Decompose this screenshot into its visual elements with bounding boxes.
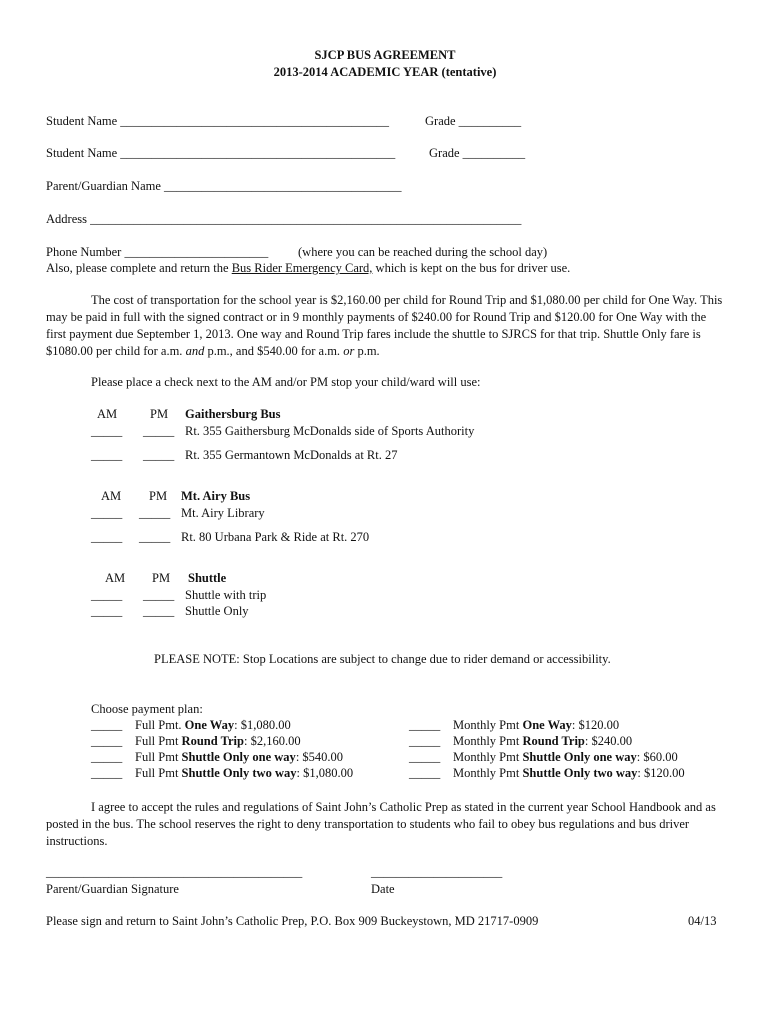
page-title: SJCP BUS AGREEMENT xyxy=(314,48,456,62)
emergency-card-note xyxy=(46,261,570,276)
emergency-text-before: Also, please complete and return the xyxy=(46,261,232,275)
full-payment-option-post: : $540.00 xyxy=(295,750,344,764)
full-payment-check-3[interactable]: _____ xyxy=(91,750,123,764)
monthly-payment-option-bold: Round Trip xyxy=(522,734,585,748)
route-shuttle-title: Shuttle xyxy=(188,571,227,585)
date-label: Date xyxy=(371,882,395,896)
parent-guardian-name-field[interactable]: Parent/Guardian Name ______________________________________ xyxy=(46,179,402,193)
monthly-payment-option-pre: Monthly Pmt xyxy=(453,734,523,748)
full-payment-option-pre: Full Pmt. xyxy=(135,718,185,732)
full-payment-option-2 xyxy=(135,734,301,749)
am-check-shuttle-2[interactable]: _____ xyxy=(91,604,123,618)
am-check-gaithersburg-2[interactable]: _____ xyxy=(91,448,123,462)
stop-gaithersburg-1: Rt. 355 Gaithersburg McDonalds side of Sports Authority xyxy=(185,424,475,438)
monthly-payment-option-2 xyxy=(453,734,632,749)
date-line[interactable]: _____________________ xyxy=(371,865,503,879)
address-field[interactable]: Address _____________________________________________________________________ xyxy=(46,212,522,226)
pm-check-shuttle-2[interactable]: _____ xyxy=(143,604,175,618)
stop-locations-note: PLEASE NOTE: Stop Locations are subject to change due to rider demand or accessibility. xyxy=(154,652,611,666)
page-subtitle: 2013-2014 ACADEMIC YEAR (tentative) xyxy=(273,65,497,79)
monthly-payment-option-post: : $60.00 xyxy=(636,750,678,764)
full-payment-option-4 xyxy=(135,766,353,781)
route-mtairy-title: Mt. Airy Bus xyxy=(181,489,251,503)
full-payment-option-bold: Shuttle Only one way xyxy=(181,750,296,764)
full-payment-option-pre: Full Pmt xyxy=(135,734,182,748)
monthly-payment-check-4[interactable]: _____ xyxy=(409,766,441,780)
signature-label: Parent/Guardian Signature xyxy=(46,882,179,896)
monthly-payment-option-3 xyxy=(453,750,678,765)
pm-label-mtairy: PM xyxy=(149,489,168,503)
monthly-payment-option-pre: Monthly Pmt xyxy=(453,750,523,764)
full-payment-option-post: : $1,080.00 xyxy=(296,766,354,780)
am-check-mtairy-2[interactable]: _____ xyxy=(91,530,123,544)
pm-check-gaithersburg-2[interactable]: _____ xyxy=(143,448,175,462)
full-payment-option-pre: Full Pmt xyxy=(135,766,182,780)
full-payment-option-post: : $1,080.00 xyxy=(234,718,291,732)
pm-label-gaithersburg: PM xyxy=(150,407,169,421)
student-name-field-2[interactable]: Student Name ____________________________________________ xyxy=(46,146,396,160)
signature-line[interactable]: _________________________________________ xyxy=(46,865,303,879)
student-name-field-1[interactable]: Student Name ___________________________________________ xyxy=(46,114,390,128)
monthly-payment-option-bold: Shuttle Only two way xyxy=(522,766,638,780)
return-address: Please sign and return to Saint John’s Catholic Prep, P.O. Box 909 Buckeystown, MD 21717-0909 xyxy=(46,914,539,928)
monthly-payment-check-1[interactable]: _____ xyxy=(409,718,441,732)
phone-note: (where you can be reached during the school day) xyxy=(298,245,548,259)
monthly-payment-option-bold: Shuttle Only one way xyxy=(522,750,637,764)
stop-mtairy-1: Mt. Airy Library xyxy=(181,506,265,520)
pm-label-shuttle: PM xyxy=(152,571,171,585)
am-check-mtairy-1[interactable]: _____ xyxy=(91,506,123,520)
pm-check-mtairy-2[interactable]: _____ xyxy=(139,530,171,544)
monthly-payment-option-post: : $240.00 xyxy=(584,734,633,748)
pm-check-shuttle-1[interactable]: _____ xyxy=(143,588,175,602)
emergency-card-link: Bus Rider Emergency Card, xyxy=(231,261,373,275)
full-payment-option-bold: Round Trip xyxy=(181,734,244,748)
monthly-payment-option-pre: Monthly Pmt xyxy=(453,718,523,732)
full-payment-option-pre: Full Pmt xyxy=(135,750,182,764)
full-payment-option-post: : $2,160.00 xyxy=(243,734,301,748)
am-label-mtairy: AM xyxy=(101,489,122,503)
stop-shuttle-1: Shuttle with trip xyxy=(185,588,267,602)
agreement-paragraph: I agree to accept the rules and regulations of Saint John’s Catholic Prep as stated in the current year School Handbook and as posted in the bus. The school reserves the right to deny transportation to students who fail to obey bus regulations and bus driver instructions. xyxy=(46,800,716,848)
am-label-gaithersburg: AM xyxy=(97,407,118,421)
stop-mtairy-2: Rt. 80 Urbana Park & Ride at Rt. 270 xyxy=(181,530,370,544)
full-payment-option-1 xyxy=(135,718,291,733)
monthly-payment-option-1 xyxy=(453,718,619,733)
monthly-payment-check-2[interactable]: _____ xyxy=(409,734,441,748)
form-code: 04/13 xyxy=(688,914,717,928)
cost-or: or xyxy=(343,344,355,358)
monthly-payment-check-3[interactable]: _____ xyxy=(409,750,441,764)
cost-text-2: p.m., and $540.00 for a.m. xyxy=(204,344,344,358)
full-payment-option-bold: One Way xyxy=(184,718,235,732)
cost-text-3: p.m. xyxy=(354,344,380,358)
full-payment-check-1[interactable]: _____ xyxy=(91,718,123,732)
stop-gaithersburg-2: Rt. 355 Germantown McDonalds at Rt. 27 xyxy=(185,448,398,462)
cost-paragraph xyxy=(46,292,726,360)
emergency-text-after: which is kept on the bus for driver use. xyxy=(372,261,571,275)
monthly-payment-option-bold: One Way xyxy=(522,718,572,732)
pm-check-gaithersburg-1[interactable]: _____ xyxy=(143,424,175,438)
monthly-payment-option-pre: Monthly Pmt xyxy=(453,766,523,780)
full-payment-check-4[interactable]: _____ xyxy=(91,766,123,780)
full-payment-check-2[interactable]: _____ xyxy=(91,734,123,748)
monthly-payment-option-post: : $120.00 xyxy=(571,718,620,732)
full-payment-option-bold: Shuttle Only two way xyxy=(181,766,297,780)
cost-text-1: The cost of transportation for the school year is $2,160.00 per child for Round Trip and $1,080.00 per child for One Way. This may be paid in full with the signed contract or in 9 monthly payments of $240.00 for Round Trip and $120.00 for One Way with the first payment due September 1, 2013. One way and Round Trip fares include the shuttle to SJRCS for that trip. Shuttle Only fare is $1080.00 per child for a.m. xyxy=(46,293,723,358)
grade-field-2[interactable]: Grade __________ xyxy=(429,146,526,160)
monthly-payment-option-post: : $120.00 xyxy=(637,766,685,780)
route-gaithersburg-title: Gaithersburg Bus xyxy=(185,407,281,421)
monthly-payment-option-4 xyxy=(453,766,685,781)
am-check-shuttle-1[interactable]: _____ xyxy=(91,588,123,602)
stop-instruction: Please place a check next to the AM and/or PM stop your child/ward will use: xyxy=(91,375,481,389)
cost-and: and xyxy=(185,344,205,358)
phone-number-field[interactable]: Phone Number _______________________ xyxy=(46,245,269,259)
pm-check-mtairy-1[interactable]: _____ xyxy=(139,506,171,520)
full-payment-option-3 xyxy=(135,750,343,765)
am-label-shuttle: AM xyxy=(105,571,126,585)
stop-shuttle-2: Shuttle Only xyxy=(185,604,249,618)
am-check-gaithersburg-1[interactable]: _____ xyxy=(91,424,123,438)
grade-field-1[interactable]: Grade __________ xyxy=(425,114,522,128)
payment-plan-heading: Choose payment plan: xyxy=(91,702,203,716)
